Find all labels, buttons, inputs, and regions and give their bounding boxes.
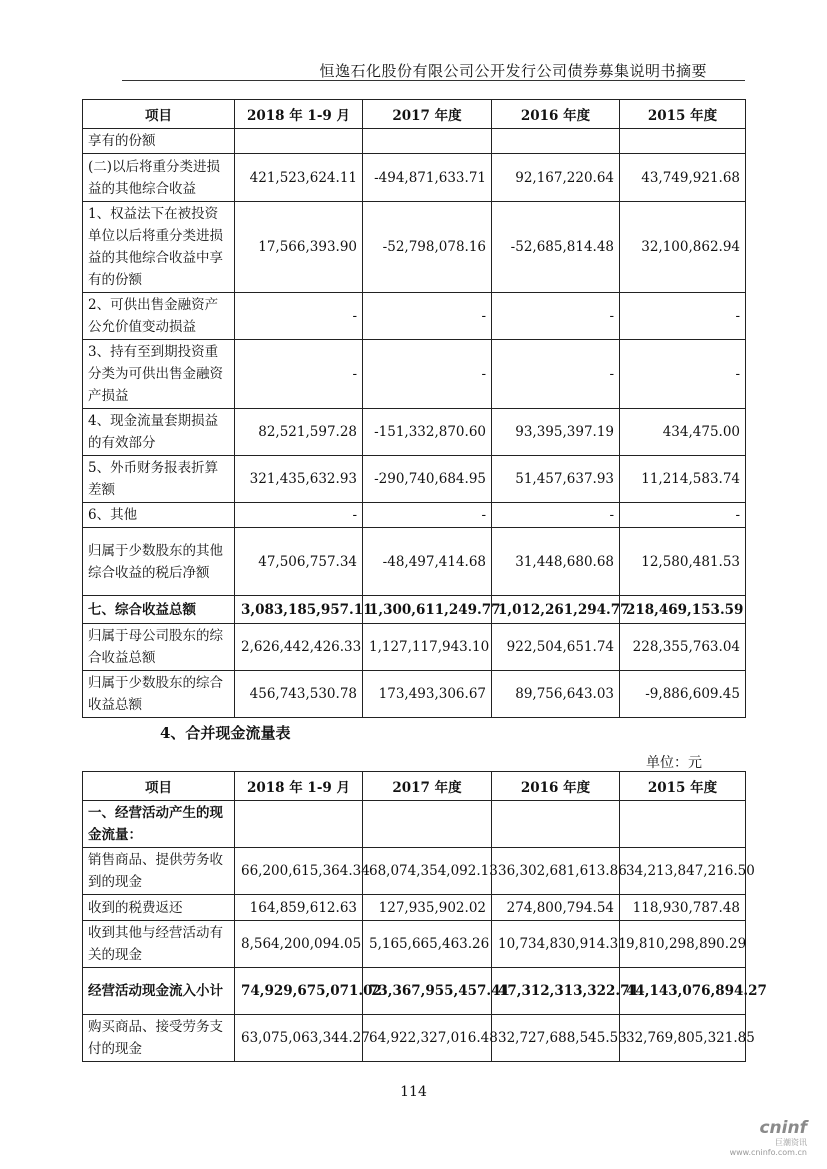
value-cell: 1,127,117,943.10: [363, 624, 492, 671]
row-label: 一、经营活动产生的现金流量：: [83, 801, 235, 848]
value-cell: 63,075,063,344.27: [235, 1015, 363, 1062]
table-row: [83, 848, 746, 895]
value-cell: 66,200,615,364.34: [235, 848, 363, 895]
row-label: 七、综合收益总额: [83, 596, 235, 624]
row-label: 归属于少数股东的其他综合收益的税后净额: [83, 528, 235, 596]
value-cell: 73,367,955,457.41: [363, 968, 492, 1015]
value-cell: -: [620, 503, 746, 528]
value-cell: [363, 129, 492, 154]
column-header-2015: 2015 年度: [620, 100, 746, 129]
value-cell: 43,749,921.68: [620, 154, 746, 202]
table-row: [83, 503, 746, 528]
value-cell: [363, 801, 492, 848]
row-label: 3、持有至到期投资重分类为可供出售金融资产损益: [83, 340, 235, 409]
value-cell: 32,727,688,545.53: [492, 1015, 620, 1062]
value-cell: 1,300,611,249.77: [363, 596, 492, 624]
value-cell: 173,493,306.67: [363, 671, 492, 718]
row-label: 购买商品、接受劳务支付的现金: [83, 1015, 235, 1062]
value-cell: 218,469,153.59: [620, 596, 746, 624]
value-cell: 82,521,597.28: [235, 409, 363, 456]
column-header-2018q3: 2018 年 1-9 月: [235, 772, 363, 801]
value-cell: -: [235, 293, 363, 340]
column-header-2015: 2015 年度: [620, 772, 746, 801]
value-cell: 1,012,261,294.77: [492, 596, 620, 624]
value-cell: 92,167,220.64: [492, 154, 620, 202]
value-cell: -494,871,633.71: [363, 154, 492, 202]
value-cell: 5,165,665,463.26: [363, 921, 492, 968]
comprehensive-income-table: [82, 99, 746, 718]
value-cell: -: [492, 503, 620, 528]
value-cell: [235, 801, 363, 848]
value-cell: 274,800,794.54: [492, 895, 620, 921]
value-cell: 32,100,862.94: [620, 202, 746, 293]
value-cell: -: [363, 293, 492, 340]
value-cell: -: [620, 340, 746, 409]
row-label: 6、其他: [83, 503, 235, 528]
value-cell: [492, 801, 620, 848]
table-row: [83, 129, 746, 154]
table-row: [83, 456, 746, 503]
value-cell: 8,564,200,094.05: [235, 921, 363, 968]
value-cell: 32,769,805,321.85: [620, 1015, 746, 1062]
column-header-2016: 2016 年度: [492, 772, 620, 801]
value-cell: 31,448,680.68: [492, 528, 620, 596]
value-cell: [235, 129, 363, 154]
value-cell: 2,626,442,426.33: [235, 624, 363, 671]
table-row: [83, 921, 746, 968]
section-title-cash-flow: 4、合并现金流量表: [160, 724, 291, 742]
value-cell: 321,435,632.93: [235, 456, 363, 503]
value-cell: 93,395,397.19: [492, 409, 620, 456]
row-label: 归属于少数股东的综合收益总额: [83, 671, 235, 718]
row-label: 收到的税费返还: [83, 895, 235, 921]
value-cell: 74,929,675,071.02: [235, 968, 363, 1015]
value-cell: 68,074,354,092.13: [363, 848, 492, 895]
logo-url: www.cninfo.com.cn: [729, 1148, 807, 1157]
value-cell: 47,506,757.34: [235, 528, 363, 596]
value-cell: 89,756,643.03: [492, 671, 620, 718]
column-header-2018q3: 2018 年 1-9 月: [235, 100, 363, 129]
table-row: [83, 340, 746, 409]
value-cell: 36,302,681,613.86: [492, 848, 620, 895]
table-row: [83, 801, 746, 848]
value-cell: -: [235, 503, 363, 528]
value-cell: -290,740,684.95: [363, 456, 492, 503]
cash-flow-table: [82, 771, 767, 1062]
value-cell: -48,497,414.68: [363, 528, 492, 596]
column-header-2017: 2017 年度: [363, 100, 492, 129]
row-label: 经营活动现金流入小计: [83, 968, 235, 1015]
table-row: [83, 202, 746, 293]
table-row: [83, 968, 746, 1015]
column-header-2017: 2017 年度: [363, 772, 492, 801]
cninfo-logo: [729, 1118, 807, 1158]
row-label: 4、现金流量套期损益的有效部分: [83, 409, 235, 456]
value-cell: 64,922,327,016.48: [363, 1015, 492, 1062]
unit-label: 单位：元: [646, 755, 702, 771]
value-cell: 421,523,624.11: [235, 154, 363, 202]
value-cell: 11,214,583.74: [620, 456, 746, 503]
value-cell: 127,935,902.02: [363, 895, 492, 921]
logo-name-cn: 巨潮资讯: [775, 1138, 807, 1147]
value-cell: -52,685,814.48: [492, 202, 620, 293]
row-label: 收到其他与经营活动有关的现金: [83, 921, 235, 968]
row-label: 5、外币财务报表折算差额: [83, 456, 235, 503]
column-header-item: 项目: [83, 100, 235, 129]
row-label: 归属于母公司股东的综合收益总额: [83, 624, 235, 671]
value-cell: 922,504,651.74: [492, 624, 620, 671]
page-number: 114: [400, 1084, 427, 1100]
value-cell: 44,143,076,894.27: [620, 968, 746, 1015]
logo-brand: cninf: [759, 1118, 807, 1138]
table-row: [83, 528, 746, 596]
table-row: [83, 1015, 746, 1062]
value-cell: 9,810,298,890.29: [620, 921, 746, 968]
value-cell: 12,580,481.53: [620, 528, 746, 596]
value-cell: 34,213,847,216.50: [620, 848, 746, 895]
column-header-2016: 2016 年度: [492, 100, 620, 129]
row-label: 享有的份额: [83, 129, 235, 154]
value-cell: -9,886,609.45: [620, 671, 746, 718]
table-header-row: [83, 772, 746, 801]
header-divider: [122, 80, 745, 81]
value-cell: -151,332,870.60: [363, 409, 492, 456]
table-row: [83, 671, 746, 718]
row-label: (二)以后将重分类进损益的其他综合收益: [83, 154, 235, 202]
value-cell: [620, 801, 746, 848]
document-header-title: 恒逸石化股份有限公司公开发行公司债券募集说明书摘要: [319, 62, 707, 80]
value-cell: 164,859,612.63: [235, 895, 363, 921]
value-cell: -: [363, 503, 492, 528]
value-cell: 47,312,313,322.71: [492, 968, 620, 1015]
value-cell: 51,457,637.93: [492, 456, 620, 503]
table-row: [83, 293, 746, 340]
row-label: 1、权益法下在被投资单位以后将重分类进损益的其他综合收益中享有的份额: [83, 202, 235, 293]
value-cell: 17,566,393.90: [235, 202, 363, 293]
value-cell: [492, 129, 620, 154]
value-cell: -: [235, 340, 363, 409]
value-cell: -52,798,078.16: [363, 202, 492, 293]
value-cell: 228,355,763.04: [620, 624, 746, 671]
table-header-row: [83, 100, 746, 129]
value-cell: 118,930,787.48: [620, 895, 746, 921]
value-cell: -: [620, 293, 746, 340]
value-cell: 3,083,185,957.11: [235, 596, 363, 624]
value-cell: -: [363, 340, 492, 409]
table-row: [83, 409, 746, 456]
value-cell: 456,743,530.78: [235, 671, 363, 718]
table-row: [83, 154, 746, 202]
value-cell: 434,475.00: [620, 409, 746, 456]
value-cell: -: [492, 340, 620, 409]
row-label: 2、可供出售金融资产公允价值变动损益: [83, 293, 235, 340]
table-row: [83, 895, 746, 921]
value-cell: 10,734,830,914.31: [492, 921, 620, 968]
row-label: 销售商品、提供劳务收到的现金: [83, 848, 235, 895]
column-header-item: 项目: [83, 772, 235, 801]
value-cell: -: [492, 293, 620, 340]
value-cell: [620, 129, 746, 154]
table-row: [83, 624, 746, 671]
table-row: [83, 596, 746, 624]
